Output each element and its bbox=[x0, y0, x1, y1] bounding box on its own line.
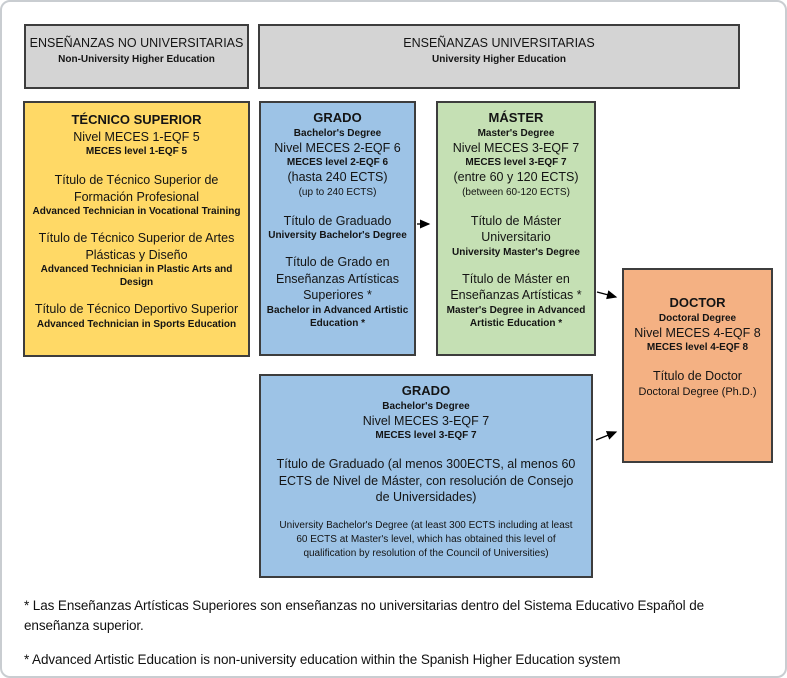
degree-title-en: University Master's Degree bbox=[452, 246, 580, 258]
box-title: MÁSTER bbox=[488, 110, 544, 125]
arrow-grado300-to-doctor bbox=[596, 432, 616, 440]
header-non-university bbox=[24, 24, 249, 89]
box-subtitle-en: Bachelor's Degree bbox=[382, 400, 470, 412]
degree-title-en: Master's Degree in Advanced Artistic Education * bbox=[446, 304, 586, 329]
degree-title-es: Título de Técnico Superior de Artes Plásticas y Diseño bbox=[38, 231, 235, 262]
header-title: ENSEÑANZAS UNIVERSITARIAS bbox=[403, 36, 595, 50]
degree-title-en: Doctoral Degree (Ph.D.) bbox=[638, 385, 757, 398]
ects-range-es: (hasta 240 ECTS) bbox=[287, 170, 388, 185]
degree-item bbox=[31, 172, 242, 218]
meces-level-en: MECES level 3-EQF 7 bbox=[375, 430, 477, 442]
degree-item bbox=[442, 271, 590, 330]
header-subtitle: University Higher Education bbox=[432, 53, 566, 65]
degree-item bbox=[268, 213, 407, 243]
ects-range-es: (entre 60 y 120 ECTS) bbox=[453, 170, 579, 185]
box-title: GRADO bbox=[401, 383, 451, 398]
meces-level-en: MECES level 4-EQF 8 bbox=[646, 342, 749, 354]
meces-level-es: Nivel MECES 4-EQF 8 bbox=[634, 325, 761, 340]
box-master bbox=[436, 101, 596, 356]
degree-title-es: Título de Técnico Superior de Formación Profesional bbox=[54, 173, 219, 204]
footnote-artistic-en: * Advanced Artistic Education is non-university education within the Spanish Higher Education system bbox=[24, 651, 621, 667]
degree-title-es: Título de Grado en Enseñanzas Artísticas Superiores * bbox=[276, 255, 399, 303]
meces-level-es: Nivel MECES 1-EQF 5 bbox=[73, 129, 200, 144]
degree-item bbox=[265, 254, 410, 330]
degree-title-es: Título de Máster Universitario bbox=[470, 213, 562, 245]
degree-item bbox=[35, 301, 238, 331]
box-subtitle-en: Bachelor's Degree bbox=[293, 127, 382, 139]
degree-title-en: University Bachelor's Degree (at least 300 ECTS including at least 60 ECTS at Master's level, which has obtained this level of qualification by resolution of the Council of Universities) bbox=[279, 519, 573, 559]
degree-title-es: Título de Doctor bbox=[653, 369, 742, 384]
degree-title-es: Título de Máster en Enseñanzas Artísticas * bbox=[450, 271, 582, 303]
header-subtitle: Non-University Higher Education bbox=[58, 53, 215, 65]
meces-level-es: Nivel MECES 3-EQF 7 bbox=[452, 140, 580, 155]
box-tecnico-superior bbox=[23, 101, 250, 357]
box-grado bbox=[259, 101, 416, 356]
degree-item bbox=[442, 213, 590, 259]
degree-title-en: Advanced Technician in Vocational Training bbox=[32, 206, 241, 218]
arrow-master-to-doctor bbox=[597, 292, 616, 297]
box-title: GRADO bbox=[313, 110, 362, 125]
degree-item bbox=[639, 368, 757, 399]
degree-title-es: Título de Graduado (al menos 300ECTS, al menos 60 ECTS de Nivel de Máster, con resolución de Consejo de Universidades) bbox=[276, 457, 576, 505]
degree-item bbox=[31, 230, 242, 289]
box-title: TÉCNICO SUPERIOR bbox=[71, 112, 202, 127]
degree-title-en: Advanced Technician in Sports Education bbox=[36, 318, 237, 330]
degree-title-en: University Bachelor's Degree bbox=[268, 230, 407, 242]
ects-range-en: (between 60-120 ECTS) bbox=[462, 186, 570, 198]
degree-title-en: Bachelor in Advanced Artistic Education * bbox=[266, 304, 409, 329]
meces-level-en: MECES level 1-EQF 5 bbox=[85, 146, 188, 158]
ects-range-en: (up to 240 ECTS) bbox=[298, 186, 377, 198]
degree-title-es: Título de Graduado bbox=[283, 213, 392, 228]
footnotes bbox=[24, 596, 772, 678]
box-subtitle-en: Master's Degree bbox=[477, 127, 555, 139]
meces-level-es: Nivel MECES 3-EQF 7 bbox=[362, 413, 490, 428]
box-title: DOCTOR bbox=[669, 295, 726, 310]
box-doctor bbox=[622, 268, 773, 463]
box-subtitle-en: Doctoral Degree bbox=[658, 312, 737, 324]
footnote-artistic-es: * Las Enseñanzas Artísticas Superiores son enseñanzas no universitarias dentro del Sistema Educativo Español de enseñanza superior. bbox=[24, 598, 705, 634]
header-university bbox=[258, 24, 740, 89]
degree-title-en: Advanced Technician in Plastic Arts and Design bbox=[40, 264, 233, 289]
meces-level-en: MECES level 3-EQF 7 bbox=[465, 157, 567, 169]
meces-level-en: MECES level 2-EQF 6 bbox=[286, 157, 389, 169]
degree-title-es: Título de Técnico Deportivo Superior bbox=[34, 302, 239, 317]
header-title: ENSEÑANZAS NO UNIVERSITARIAS bbox=[29, 36, 244, 50]
meces-level-es: Nivel MECES 2-EQF 6 bbox=[274, 140, 401, 155]
box-grado-300ects bbox=[259, 374, 593, 578]
